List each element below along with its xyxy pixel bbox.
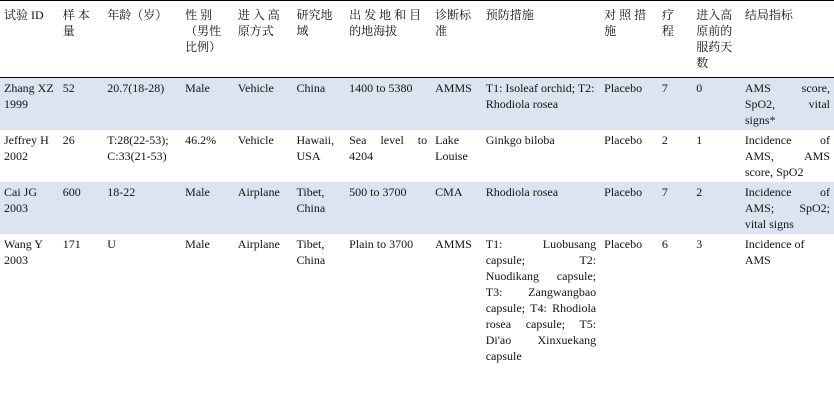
cell-age: U <box>107 237 116 251</box>
cell-study-region: Hawaii, USA <box>296 133 335 163</box>
header-outcomes: 结局指标 <box>741 1 834 78</box>
cell-sample-size: 52 <box>62 81 75 95</box>
cell-study-region: Tibet, China <box>296 237 326 267</box>
cell-trial-id: Wang Y 2003 <box>4 237 43 267</box>
table-row <box>0 182 834 234</box>
cell-control: Placebo <box>604 133 643 147</box>
cell-sex: 46.2% <box>185 133 217 147</box>
header-ascent-mode: 进 入 高 原方式 <box>234 1 293 78</box>
cell-ascent-mode: Vehicle <box>237 133 274 147</box>
cell-outcomes: Incidence of AMS <box>744 237 805 267</box>
cell-trial-id: Zhang XZ 1999 <box>4 81 54 111</box>
cell-prevention: Ginkgo biloba <box>485 133 555 147</box>
header-sample-size: 样 本 量 <box>59 1 104 78</box>
cell-pre-ascent-days: 1 <box>696 133 703 147</box>
cell-pre-ascent-days: 2 <box>696 185 703 199</box>
cell-course: 7 <box>661 185 668 199</box>
header-diagnostic-criteria: 诊断标 准 <box>431 1 482 78</box>
table-row <box>0 78 834 131</box>
cell-altitude: Sea level to 4204 <box>349 133 428 163</box>
cell-sex: Male <box>185 81 210 95</box>
cell-course: 6 <box>661 237 668 251</box>
cell-ascent-mode: Airplane <box>237 237 280 251</box>
header-control: 对 照 措 施 <box>600 1 658 78</box>
cell-diagnostic-criteria: CMA <box>435 185 463 199</box>
cell-outcomes: Incidence of AMS, AMS score, SpO2 <box>744 133 830 179</box>
cell-sex: Male <box>185 237 210 251</box>
cell-pre-ascent-days: 3 <box>696 237 703 251</box>
table-row <box>0 130 834 182</box>
header-age: 年龄（岁） <box>103 1 181 78</box>
cell-sample-size: 600 <box>62 185 81 199</box>
cell-course: 2 <box>661 133 668 147</box>
cell-sample-size: 26 <box>62 133 75 147</box>
cell-ascent-mode: Vehicle <box>237 81 274 95</box>
cell-trial-id: Cai JG 2003 <box>4 185 37 215</box>
header-course: 疗 程 <box>658 1 692 78</box>
header-altitude: 出 发 地 和 目 的地海拔 <box>345 1 431 78</box>
cell-study-region: Tibet, China <box>296 185 326 215</box>
cell-diagnostic-criteria: AMMS <box>435 81 472 95</box>
cell-trial-id: Jeffrey H 2002 <box>4 133 49 163</box>
cell-sex: Male <box>185 185 210 199</box>
cell-altitude: 1400 to 5380 <box>349 81 413 95</box>
cell-diagnostic-criteria: Lake Louise <box>435 133 468 163</box>
cell-control: Placebo <box>604 237 643 251</box>
cell-altitude: Plain to 3700 <box>349 237 414 251</box>
table-row <box>0 234 834 366</box>
header-pre-ascent-days: 进入高 原前的 服药天 数 <box>692 1 741 78</box>
cell-diagnostic-criteria: AMMS <box>435 237 472 251</box>
header-study-region: 研究地域 <box>292 1 345 78</box>
cell-pre-ascent-days: 0 <box>696 81 703 95</box>
cell-age: 20.7(18-28) <box>107 81 165 95</box>
cell-sample-size: 171 <box>62 237 81 251</box>
cell-altitude: 500 to 3700 <box>349 185 407 199</box>
cell-age: 18-22 <box>107 185 136 199</box>
cell-control: Placebo <box>604 81 643 95</box>
cell-outcomes: AMS score, SpO2, vital signs* <box>744 81 830 127</box>
cell-outcomes: Incidence of AMS; SpO2; vital signs <box>744 185 830 231</box>
header-trial-id: 试验 ID <box>0 1 59 78</box>
header-sex: 性 别 （男性 比例） <box>181 1 234 78</box>
cell-ascent-mode: Airplane <box>237 185 280 199</box>
cell-study-region: China <box>296 81 326 95</box>
cell-age: T:28(22-53); C:33(21-53) <box>107 133 169 163</box>
cell-course: 7 <box>661 81 668 95</box>
cell-prevention: T1: Luobusang capsule; T2: Nuodikang capsule; T3: Zangwangbao capsule; T4: Rhodiola rosea capsule; T5: Di'ao Xinxuekang capsule <box>485 237 597 363</box>
header-row <box>0 1 834 78</box>
cell-prevention: Rhodiola rosea <box>485 185 559 199</box>
cell-prevention: T1: Isoleaf orchid; T2: Rhodiola rosea <box>485 81 595 111</box>
header-prevention: 预防措施 <box>482 1 600 78</box>
cell-control: Placebo <box>604 185 643 199</box>
